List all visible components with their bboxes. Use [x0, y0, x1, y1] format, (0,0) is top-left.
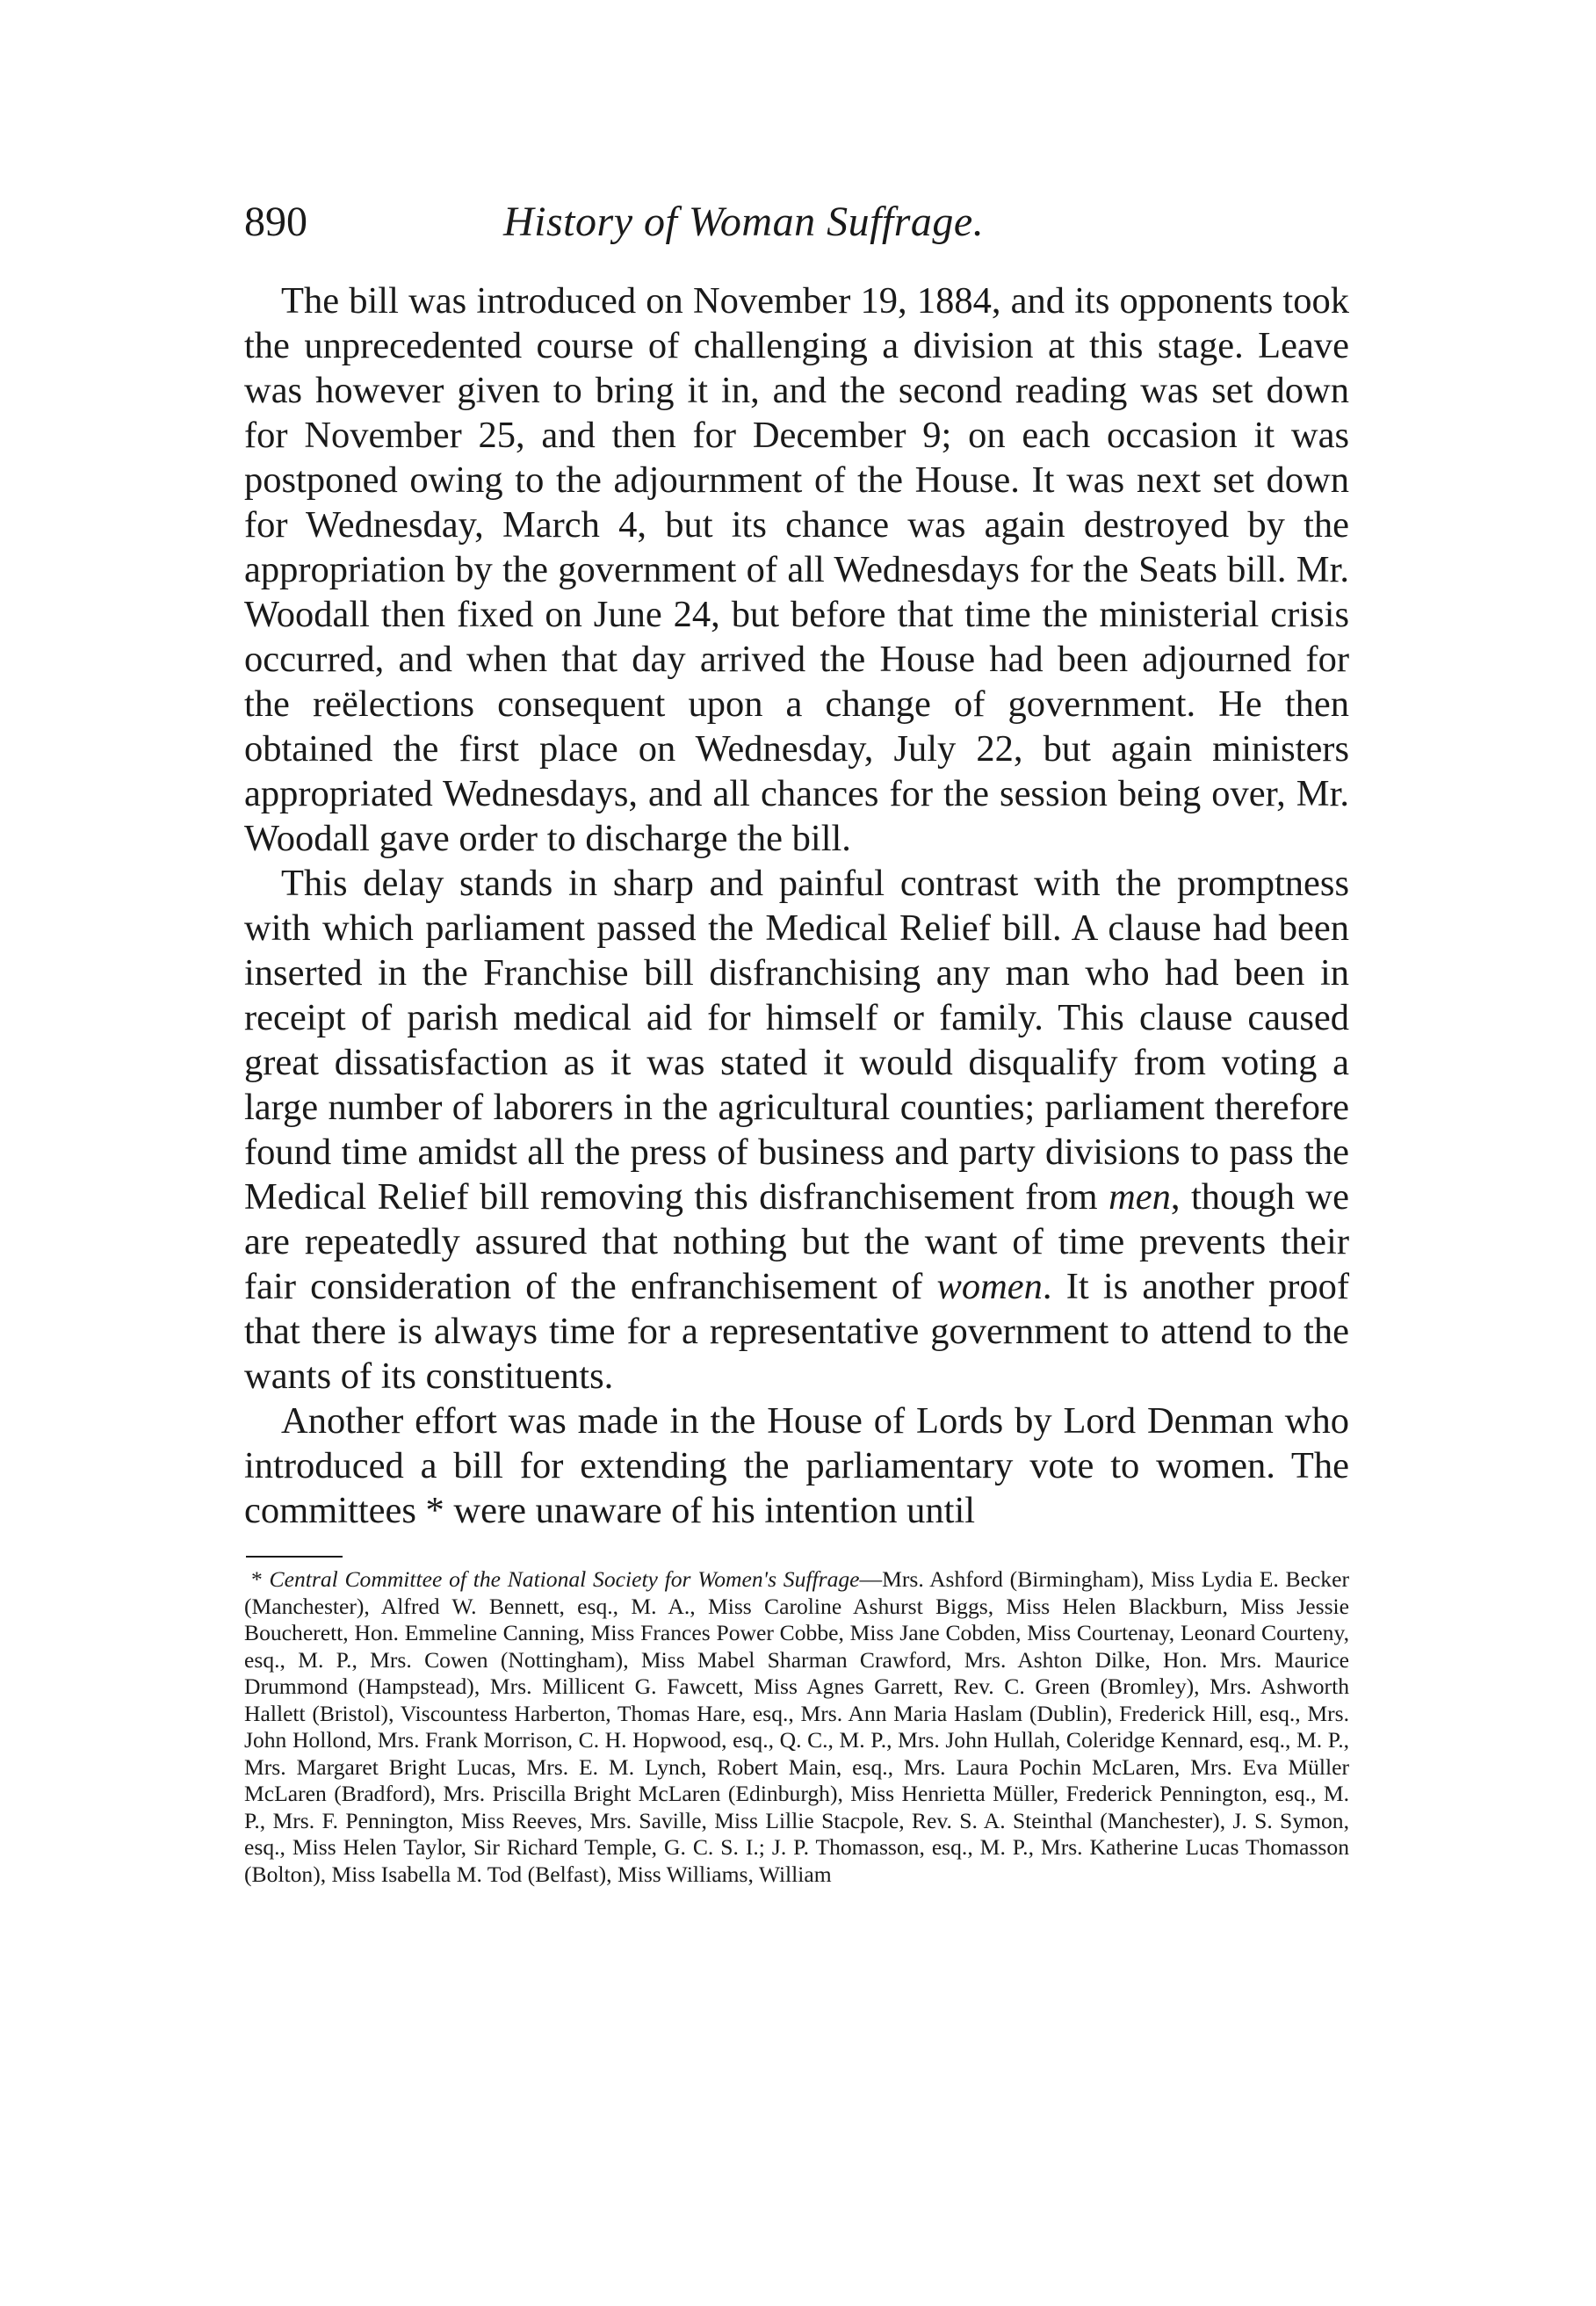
footnote-text: —Mrs. Ashford (Birmingham), Miss Lydia E. Becker (Manchester), Alfred W. Bennett, esq., M. A., Miss Caroline Ashurst Biggs, Miss Helen Blackburn, Miss Jessie Boucherett, Hon. Emmeline Canning, Miss Frances Power Cobbe, Miss Jane Cobden, Miss Courtenay, Leonard Courteny, esq., M. P., Mrs. Cowen (Nottingham), Miss Mabel Sharman Crawford, Mrs. Ashton Dilke, Hon. Mrs. Maurice Drummond (Hampstead), Mrs. Millicent G. Fawcett, Miss Agnes Garrett, Rev. C. Green (Bromley), Mrs. Ashworth Hallett (Bristol), Viscountess Harberton, Thomas Hare, esq., Mrs. Ann Maria Haslam (Dublin), Frederick Hill, esq., Mrs. John Hollond, Mrs. Frank Morrison, C. H. Hopwood, esq., Q. C., M. P., Mrs. John Hullah, Coleridge Kennard, esq., M. P., Mrs. Margaret Bright Lucas, Mrs. E. M. Lynch, Robert Main, esq., Mrs. Laura Pochin McLaren, Mrs. Eva Müller McLaren (Bradford), Mrs. Priscilla Bright McLaren (Edinburgh), Miss Henrietta Müller, Frederick Pennington, esq., M. P., Mrs. F. Pennington, Miss Reeves, Mrs. Saville, Miss Lillie Stacpole, Rev. S. A. Steinthal (Manchester), J. S. Symon, esq., Miss Helen Taylor, Sir Richard Temple, G. C. S. I.; J. P. Thomasson, esq., M. P., Mrs. Katherine Lucas Thomasson (Bolton), Miss Isabella M. Tod (Belfast), Miss Williams, William — [244, 1566, 1349, 1887]
page-header — [244, 198, 1349, 259]
book-page — [244, 198, 1349, 1888]
paragraph-bill-introduced: The bill was introduced on November 19, 1884, and its opponents took the unprecedented course of challenging a division at this stage. Leave was however given to bring it in, and the second reading was set down for November 25, and then for December 9; on each occasion it was postponed owing to the adjournment of the House. It was next set down for Wednesday, March 4, but its chance was again destroyed by the appropriation by the government of all Wednesdays for the Seats bill. Mr. Woodall then fixed on June 24, but before that time the ministerial crisis occurred, and when that day arrived the House had been adjourned for the reëlections consequent upon a change of government. He then obtained the first place on Wednesday, July 22, but again ministers appropriated Wednesdays, and all chances for the session being over, Mr. Woodall gave order to discharge the bill. — [244, 280, 1349, 859]
paragraph-text: This delay stands in sharp and painful contrast with the promptness with which parliament passed the Medical Relief bill. A clause had been inserted in the Franchise bill disfranchising any man who had been in receipt of parish medical aid for himself or family. This clause caused great dissatisfaction as it was stated it would disqualify from voting a large number of laborers in the agricultural counties; parliament therefore found time amidst all the press of business and party divisions to pass the Medical Relief bill removing this disfranchisement from — [244, 863, 1349, 1218]
paragraph-text: , though we are repeatedly assured that nothing but the want of time prevents their fair consideration of the enfranchisement of — [244, 1176, 1349, 1307]
emphasis-men: men — [1109, 1176, 1171, 1218]
footnote — [244, 1566, 1349, 1888]
emphasis-women: women — [936, 1266, 1043, 1307]
page-number: 890 — [244, 199, 307, 245]
footnote-marker: * — [251, 1566, 270, 1592]
paragraph-house-of-lords: Another effort was made in the House of Lords by Lord Denman who introduced a bill for extending the parliamentary vote to women. The committees * were unaware of his intention until — [244, 1400, 1349, 1531]
footnote-divider — [246, 1556, 343, 1558]
paragraph-medical-relief — [244, 861, 1349, 1399]
footnote-title: Central Committee of the National Society for Women's Suffrage — [269, 1566, 860, 1592]
main-text — [244, 278, 1349, 1533]
paragraph-text: . It is another proof that there is always time for a representative government to attend to the wants of its constituents. — [244, 1266, 1349, 1397]
running-title: History of Woman Suffrage. — [503, 199, 985, 245]
